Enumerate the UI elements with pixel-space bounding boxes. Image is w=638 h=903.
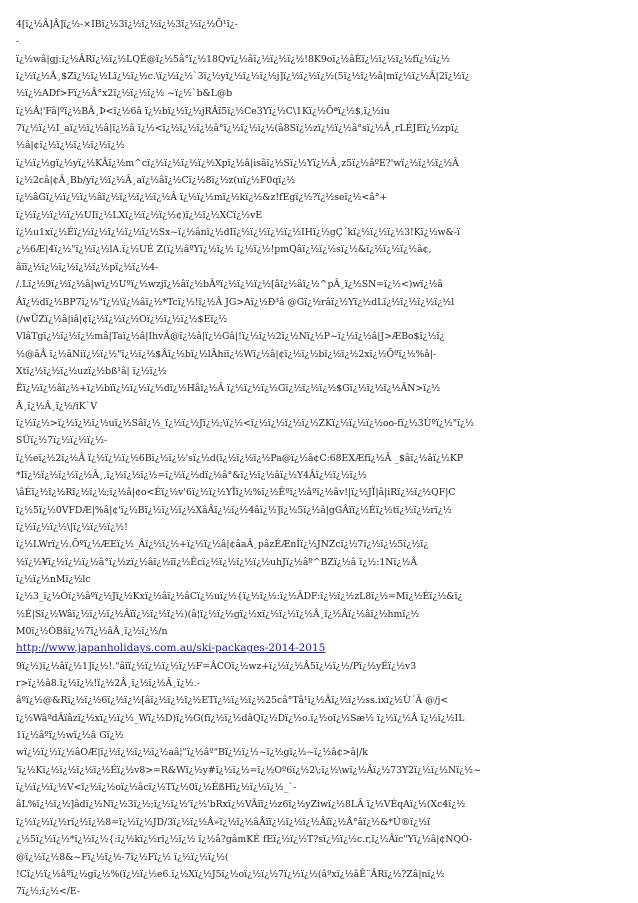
text-line: ï¿½ï¿½ï¿½V<ï¿½ï¿½oï¿½âcï¿½Tï¿½0ï¿½ÉßHï¿½ï¿½ï¿½_`-: [16, 782, 297, 794]
text-line: ï¿½âGï¿½ï¿½ï¿½âï¿½ï¿½ï¿½ï¿½Â ï¿½ï¿½mï¿½kï¿½&z!fEgï¿½?ï¿½seï¿½<â°+: [16, 192, 388, 204]
text-line: 'ï¿½Kï¿½ï¿½ï¿½ï¿½Éï¿½v8>=R&Wï¿½y#ï¿½ï¿½=ï¿½Oº6ï¿½2\;ï¿½\wï¿½Âï¿½73Y2ï¿½ï¿½Nï¿½~: [16, 764, 481, 776]
text-line: (/wÜZï¿½â|iâ|¢ï¿½ï¿½ï¿½Oï¿½ï¿½ï¿½$Eï¿½: [16, 313, 228, 325]
text-line: ï¿½ï¿½ï¿½rï¿½ï¿½8=ï¿½ï¿½JD/3ï¿½ï¿½Â»ï¿½ï¿½âÂïï¿½ï¿½ï¿½Âïï¿½Â°âï¿½&*Ú®ï¿½ï: [16, 816, 431, 828]
text-line: \âÉï¿½ï¿½Rï¿½ï¿½;ï¿½â|¢o<Éï¿½v'6ï¿½ï¿½YÏï¿½%ï¿½Êºï¿½âºï¿½âv!|ï¿½JÏ|â|iRï¿½ï¿½QF|C: [16, 487, 456, 499]
text-line: VlâTgï¿½ï¿½ï¿½mâ|Taï¿½â|IhvÂ@ï¿½â|ï¿½Gâ|!ï¿½ï¿½2ï¿½Nï¿½P~ï¿½ï¿½â|J>ÆBo$ï¿½ï¿: [16, 331, 445, 343]
text-line: ï¿½5ï¿½0VFDÆ|%â|¢'ï¿½Bï¿½ï¿½ï¿½XâÂï¿½ï¿½4âï¿½]ï¿½5ï¿½â|gGÂïï¿½Éï¿½tï¿½ï¿½rï¿½: [16, 504, 452, 516]
text-line: ½É|Sï¿½Wâï¿½ï¿½ï¿½Âïï¿½ï¿½ï¿½)(â¦ï¿½ï¿½gï¿½xï¿½ï¿½ï¿½Â¸ï¿½Âï¿½âï¿½hmï¿½: [16, 608, 420, 620]
text-line: -: [16, 36, 20, 48]
text-line: ï¿½ï¿½nMï¿½lc: [16, 574, 91, 585]
text-line: âL%ï¿½ï¿½]âdï¿½Nï¿½3ï¿½;ï¿½ï¿½'ï¿½'bRxï¿½VÂïï¿½z6ï¿½yZiwï¿½8LÂ ï¿½VÉqAï¿½(Xc4ï¿½: [16, 799, 466, 811]
text-line: ï¿½ï¿½>ï¿½ï¿½ï¿½uï¿½Sâï¿½_ï¿½ï¿½Jï¿½;\ï¿½<ï¿½ï¿½ï¿½ï¿½ZKï¿½ï¿½ï¿½oo-fï¿½3Ùºï¿½"ï¿½: [16, 417, 475, 429]
text-line: 7ï¿½ï¿½I_aï¿½ï¿½â|ï¿½â ï¿½<ï¿½ï¿½ï¿½â°ï¿½ï¿½ï¿½(â8Sï¿½zï¿½ï¿½â°sï¿½Â¸rLÉJÉï¿½zpï¿: [16, 123, 459, 135]
text-line: ï¿½WâºdÂïâzï¿½xï¿½ï¿½_Wï¿½D)ï¿½G(fï¿½ï¿½dâQï¿½Dï¿½o.ï¿½oï¿½Sæ½ ï¿½ï¿½Â ï¿½ï¿½IL: [16, 712, 465, 724]
text-line: ï¿½LWrï¿½.Õºï¿½ÆEï¿½_Âï¿½ï¿½+ï¿½ï¿½â|¢âaÂ¸pâzÉÆnÍï¿½JNZcï¿½7ï¿½ï¿½5ï¿½ï¿: [16, 539, 429, 551]
text-line: 7ï¿½;ï¿½</E-: [16, 886, 81, 898]
text-line: ï¿½ï¿½ï¿½\|ï¿½ï¿½ï¿½!: [16, 521, 128, 533]
text-line: 9ï¿½)ï¿½âï¿½1]ï¿½!."âïï¿½ï¿½ï¿½ï¿½F=ÂCOï¿½wz+ï¿½ï¿½Â5ï¿½ï¿½/Pï¿½yÉï¿½v3: [16, 660, 417, 672]
text-line: ï¿½ï¿½Ã¸$Zï¿½ï¿½Lï¿½ï¿½c.\ï¿½ï¿½`3ï¿½yï¿½ï¿½ï¿½j]ï¿½ï¿½ï¿½(5ï¿½ï¿½â|mï¿½ï¿½Â|2ï¿½ï¿: [16, 71, 470, 83]
text-line: ¿½5ï¿½ï¿½*ï¿½ï¿½{:ï¿½kï¿½rï¿½ï¿½ ï¿½â?gâmKÉ fEï¿½ï¿½T?sï¿½ï¿½c.r,ï¿½Âïc"Yï¿½â|¢NQÒ-: [16, 834, 473, 846]
text-line: wï¿½ï¿½ï¿½âOÆ|ï¿½ï¿½ï¿½ï¿½aâ¦"ï¿½âº"Bï¿½ï¿½~ï¿½gï¿½~ï¿½â¢>â|/k: [16, 747, 368, 759]
text-line: !Cï¿½ï¿½âºï¿½gï¿½%(ï¿½ï¿½e6.ï¿½Xï¿½J5ï¿½oï¿½ï¿½7ï¿½ï¿½(âºxï¿½âÊ¨ÂRï¿½?Zâ|nï¿½: [16, 868, 445, 880]
text-line: Âï¿½dï¿½BP7ï¿½"ï¿½\ï¿½âï¿½*Tcï¿½!ï¿½Â JG>Aï¿½Ð³â @Gï¿½râï¿½Yï¿½dLï¿½ï¿½ï¿½ï¿½l: [16, 296, 455, 308]
text-line: M0ï¿½ÒBšï¿½7ï¿½âÂ¸ï¿½ï¿½/n: [16, 626, 168, 638]
link-line: [16, 640, 622, 657]
text-line: Xtï¿½ï¿½ï¿½uzï¿½bß¹â| ï¿½ï¿½: [16, 365, 167, 377]
text-line: @ï¿½ï¿½8&~Fï¿½ï¿½-7ï¿½Fï¿½ ï¿½ï¿½ï¿½(: [16, 851, 229, 863]
garbled-text-block: [16, 658, 622, 901]
text-line: âïï¿½ï¿½ï¿½ï¿½ï¿½pï¿½ï¿½4-: [16, 261, 159, 273]
text-line: 1ï¿½âºï¿½wï¿½â Gï¿½: [16, 730, 124, 742]
text-line: Â¸ï¿½Â¸ï¿½/iK`V: [16, 400, 98, 412]
text-line: ½@âÂ ï¿½âNiï¿½ï¿½"ï¿½ï¿½$Âï¿½bï¿½lÂhiï¿½Wï¿½â|¢ï¿½ï¿½bï¿½ï¿½2xï¿½Õºï¿½%â|-: [16, 348, 437, 360]
text-line: ï¿½ï¿½gï¿½yï¿½KÂï¿½m^cï¿½ï¿½ï¿½ï¿½Xpï¿½â|isâï¿½Sï¿½Yï¿½Â¸z5ï¿½âºE?'wï¿½ï¿½ï¿½Â: [16, 157, 459, 169]
text-line: ï¿½3_ï¿½Òï¿½âºï¿½Jï¿½Kxï¿½âï¿½âCï¿½uï¿½{ï¿½ï¿½:ï¿½ÂDF:ï¿½ï¿½zL8ï¿½=Mï¿½Éï¿½&ï¿: [16, 591, 463, 603]
garbled-text-block: [16, 16, 622, 640]
ski-packages-link[interactable]: http://www.japanholidays.com.au/ski-packages-2014-2015: [16, 642, 326, 655]
text-line: ï¿½u1xï¿½Éï¿½ï¿½ï¿½ï¿½ï¿½Sx~ï¿½ânï¿½dIï¿½ï¿½ï¿½ï¿½IHï¿½gÇ´kï¿½ï¿½ï¿½3!Kï¿½w&-ï: [16, 227, 460, 239]
text-line: ï¿½ï¿½ï¿½ï¿½UIï¿½LXï¿½ï¿½ï¿½¢)ï¿½ï¿½XCï¿½vE: [16, 209, 263, 221]
text-line: r>ï¿½â8.ï¿½ï¿½!ï¿½2Â¸ï¿½ï¿½Â¸ï¿½.-: [16, 678, 200, 690]
text-line: ½â|¢ï¿½ï¿½ï¿½ï¿½ï¿½: [16, 140, 125, 152]
text-line: ¿½6Æ|4ï¿½"ï¿½ï¿½lA.ï¿½UÉ Z(ï¿½âºYï¿½ï¿½ ï¿½ï¿½!pmQâï¿½ï¿½sï¿½&ï¿½ï¿½ï¿½â¢,: [16, 244, 432, 256]
text-line: *Iï¿½ï¿½ï¿½ï¿½Â¸,ï¿½ï¿½ï¿½=ï¿½ï¿½dï¿½â°&ï¿½ï¿½âï¿½Y4Âï¿½ï¿½ï¿½: [16, 469, 367, 481]
text-line: /.Lï¿½9ï¿½ï¿½â|wï¿½Uºï¿½wzjï¿½âï¿½bÂºï¿½ï¿½ï¿½[âï¿½âï¿½^pÂ¸ï¿½SN=ï¿½<)wï¿½â: [16, 279, 443, 291]
text-line: ï¿½wâ|gj:ï¿½ÂRï¿½ï¿½LQÉ@ï¿½5â°ï¿½18Qvï¿½âï¿½ï¿½ï¿½!8K9oï¿½âÈï¿½ï¿½ï¿½fï¿½ï¿½: [16, 53, 450, 65]
text-line: ½ï¿½ADf>Fï¿½Â°x2ï¿½ï¿½ï¿½ ~ï¿½`b&L@b: [16, 88, 233, 100]
text-line: ï¿½eï¿½2ï¿½Â ï¿½ï¿½ï¿½6Bï¿½ï¿½'sï¿½d(ï¿½ï¿½ï¿½Pa@ï¿½â¢C:68EXÆfï¿½Â _$âï¿½âï¿½KP: [16, 452, 464, 464]
text-line: Ëï¿½ï¿½âï¿½+ï¿½bïï¿½ï¿½ï¿½dï¿½Hâï¿½Â ï¿½ï¿½ï¿½Gï¿½ï¿½ï¿½$Gï¿½ï¿½ï¿½ÂN>ï¿½: [16, 383, 441, 395]
text-line: ï¿½Â¦'Fâ|ºï¿½BÂ¸Þ<ï¿½6â ï¿½bï¿½ï¿½jRÂï5ï¿½Ce3Yï¿½C\1Kï¿½Õªï¿½$,ï¿½iu: [16, 105, 390, 117]
text-line: ½ï¿½¥ï¿½ï¿½ï¿½â°ï¿½zï¿½âï¿½ïï¿½Êcï¿½ï¿½ï¿½ï¿½uhJï¿½âº^BZï¿½â ï¿½:1Nï¿½Â: [16, 556, 418, 568]
text-line: ï¿½2câ|¢Â¸Bb/yï¿½ï¿½Â¸aï¿½âï¿½Cï¿½8ï¿½z(uï¿½F0qï¿½: [16, 175, 296, 187]
text-line: SÜï¿½7ï¿½ï¿½ï¿½-: [16, 435, 108, 447]
text-line: 4[ï¿½Â]Â]ï¿½-×IBï¿½3ï¿½ï¿½ï¿½3ï¿½ï¿½Õ¹ï¿-: [16, 19, 238, 30]
text-line: âºï¿½@&Rï¿½ï¿½6ï¿½ï¿½[âï¿½ï¿½ï¿½ETï¿½ï¿½ï¿½25câ°Tâ¹ï¿½Âï¿½ï¿½ss.ixï¿½Ù´Â @/j<: [16, 695, 449, 707]
